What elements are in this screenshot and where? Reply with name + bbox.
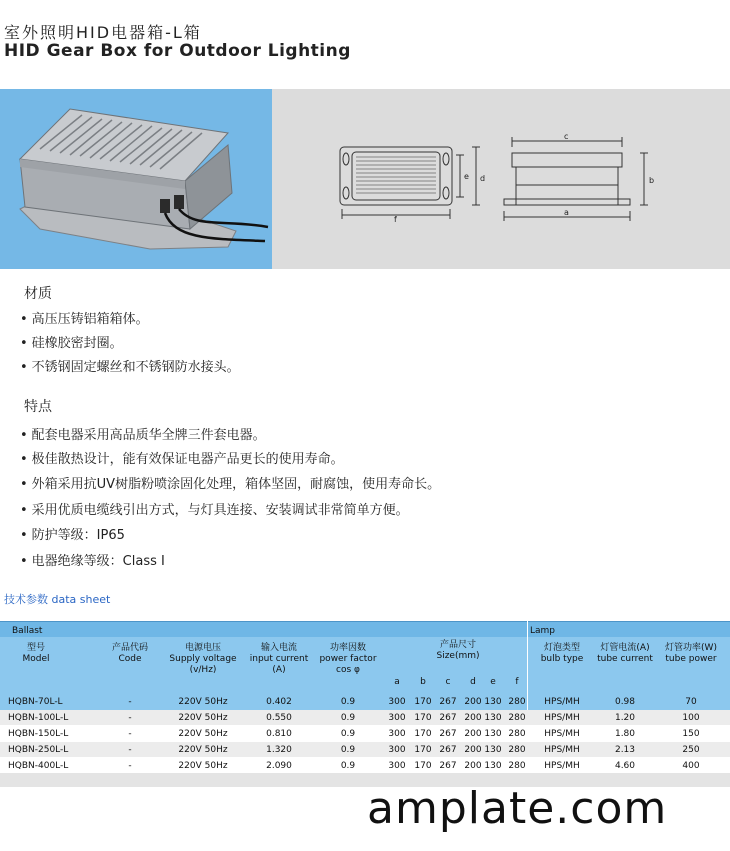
col-supply: 电源电压 Supply voltage (v/Hz) xyxy=(169,643,237,675)
cell-size: 130 xyxy=(484,745,502,755)
feature-item: • 防护等级：IP65 xyxy=(20,524,125,543)
cell-code: - xyxy=(128,713,132,723)
table-row xyxy=(0,710,730,725)
cell-size: 280 xyxy=(508,713,526,723)
cell-size: 170 xyxy=(414,745,432,755)
dimension-drawing xyxy=(272,89,730,269)
table-row xyxy=(0,694,730,709)
material-heading: 材质 xyxy=(24,286,52,302)
cell-pf: 0.9 xyxy=(340,697,356,707)
feature-item: • 电器绝缘等级：Class I xyxy=(20,550,165,569)
cell-model: HQBN-70L-L xyxy=(8,697,63,707)
cell-bulb: HPS/MH xyxy=(544,729,580,739)
feature-item: • 极佳散热设计，能有效保证电器产品更长的使用寿命。 xyxy=(20,448,344,467)
cell-tube-current: 4.60 xyxy=(614,761,636,771)
cell-size: 170 xyxy=(414,761,432,771)
cell-model: HQBN-100L-L xyxy=(8,713,69,723)
col-size: 产品尺寸 Size(mm) xyxy=(436,640,480,661)
cell-tube-power: 70 xyxy=(685,697,697,707)
col-size-d: d xyxy=(470,677,476,687)
cell-size: 170 xyxy=(414,697,432,707)
cell-tube-current: 1.20 xyxy=(614,713,636,723)
col-bulb: 灯泡类型 bulb type xyxy=(540,643,584,664)
cell-code: - xyxy=(128,745,132,755)
cell-size: 267 xyxy=(439,729,457,739)
dim-label-f: f xyxy=(394,215,397,224)
cell-size: 200 xyxy=(464,729,482,739)
cell-pf: 0.9 xyxy=(340,713,356,723)
cell-size: 170 xyxy=(414,729,432,739)
cell-size: 280 xyxy=(508,729,526,739)
gear-box-image xyxy=(0,89,272,269)
cell-input: 2.090 xyxy=(266,761,292,771)
group-lamp: Lamp xyxy=(528,621,730,637)
dim-label-c: c xyxy=(564,132,569,141)
features-heading: 特点 xyxy=(24,399,52,415)
cell-pf: 0.9 xyxy=(340,745,356,755)
cell-supply: 220V 50Hz xyxy=(178,761,228,771)
cell-size: 130 xyxy=(484,713,502,723)
cell-pf: 0.9 xyxy=(340,761,356,771)
feature-item: • 外箱采用抗UV树脂粉喷涂固化处理，箱体坚固，耐腐蚀，使用寿命长。 xyxy=(20,473,440,492)
cell-bulb: HPS/MH xyxy=(544,745,580,755)
cell-size: 130 xyxy=(484,697,502,707)
cell-size: 300 xyxy=(388,697,406,707)
cell-size: 300 xyxy=(388,761,406,771)
cell-supply: 220V 50Hz xyxy=(178,713,228,723)
cell-size: 200 xyxy=(464,697,482,707)
col-tube-current: 灯管电流(A) tube current xyxy=(597,643,653,664)
feature-item: • 采用优质电缆线引出方式，与灯具连接、安装调试非常简单方便。 xyxy=(20,499,409,518)
cell-size: 267 xyxy=(439,745,457,755)
col-code: 产品代码 Code xyxy=(111,643,148,664)
col-tube-power: 灯管功率(W) tube power xyxy=(665,643,717,664)
cell-size: 300 xyxy=(388,713,406,723)
cell-input: 1.320 xyxy=(266,745,292,755)
cell-size: 130 xyxy=(484,729,502,739)
cell-pf: 0.9 xyxy=(340,729,356,739)
cell-input: 0.810 xyxy=(266,729,292,739)
cell-size: 280 xyxy=(508,745,526,755)
product-photo xyxy=(0,89,272,269)
cell-code: - xyxy=(128,729,132,739)
cell-bulb: HPS/MH xyxy=(544,697,580,707)
dim-label-a: a xyxy=(564,208,569,217)
cell-size: 200 xyxy=(464,713,482,723)
cell-size: 170 xyxy=(414,713,432,723)
cell-size: 300 xyxy=(388,729,406,739)
cell-input: 0.550 xyxy=(266,713,292,723)
cell-code: - xyxy=(128,761,132,771)
table-row xyxy=(0,742,730,757)
cell-bulb: HPS/MH xyxy=(544,713,580,723)
col-model: 型号 Model xyxy=(22,643,50,664)
col-size-a: a xyxy=(394,677,400,687)
cell-size: 267 xyxy=(439,697,457,707)
cell-model: HQBN-250L-L xyxy=(8,745,69,755)
col-size-c: c xyxy=(445,677,451,687)
cell-bulb: HPS/MH xyxy=(544,761,580,771)
cell-size: 200 xyxy=(464,745,482,755)
dim-label-d: d xyxy=(480,174,486,183)
col-pf: 功率因数 power factor cos φ xyxy=(319,643,377,675)
cell-tube-current: 1.80 xyxy=(614,729,636,739)
col-size-e: e xyxy=(490,677,496,687)
cell-supply: 220V 50Hz xyxy=(178,745,228,755)
material-item: • 不锈钢固定螺丝和不锈钢防水接头。 xyxy=(20,356,240,375)
table-row xyxy=(0,758,730,773)
col-size-f: f xyxy=(515,677,519,687)
material-item: • 硅橡胶密封圈。 xyxy=(20,332,123,351)
brand-watermark: amplate.com xyxy=(367,783,668,834)
col-input: 输入电流 input current (A) xyxy=(249,643,309,675)
cell-tube-power: 100 xyxy=(682,713,700,723)
group-ballast: Ballast xyxy=(0,621,527,637)
cell-model: HQBN-400L-L xyxy=(8,761,69,771)
feature-item: • 配套电器采用高品质华全牌三件套电器。 xyxy=(20,424,266,443)
cell-size: 267 xyxy=(439,713,457,723)
cell-tube-current: 0.98 xyxy=(614,697,636,707)
datasheet-label: 技术参数 data sheet xyxy=(4,593,111,606)
cell-code: - xyxy=(128,697,132,707)
cell-tube-power: 250 xyxy=(682,745,700,755)
cell-size: 300 xyxy=(388,745,406,755)
cell-supply: 220V 50Hz xyxy=(178,697,228,707)
page-title-cn: 室外照明HID电器箱-L箱 xyxy=(4,23,202,42)
cell-supply: 220V 50Hz xyxy=(178,729,228,739)
table-row xyxy=(0,726,730,741)
cell-model: HQBN-150L-L xyxy=(8,729,69,739)
cell-input: 0.402 xyxy=(266,697,292,707)
dimension-drawing-svg xyxy=(272,89,730,269)
cell-tube-power: 150 xyxy=(682,729,700,739)
cell-tube-power: 400 xyxy=(682,761,700,771)
cell-size: 200 xyxy=(464,761,482,771)
cell-size: 267 xyxy=(439,761,457,771)
dim-label-e: e xyxy=(464,172,469,181)
cell-size: 280 xyxy=(508,697,526,707)
cell-size: 280 xyxy=(508,761,526,771)
col-size-b: b xyxy=(420,677,426,687)
page-title-en: HID Gear Box for Outdoor Lighting xyxy=(4,41,351,61)
material-item: • 高压压铸铝箱箱体。 xyxy=(20,308,149,327)
cell-size: 130 xyxy=(484,761,502,771)
dim-label-b: b xyxy=(649,176,655,185)
cell-tube-current: 2.13 xyxy=(614,745,636,755)
